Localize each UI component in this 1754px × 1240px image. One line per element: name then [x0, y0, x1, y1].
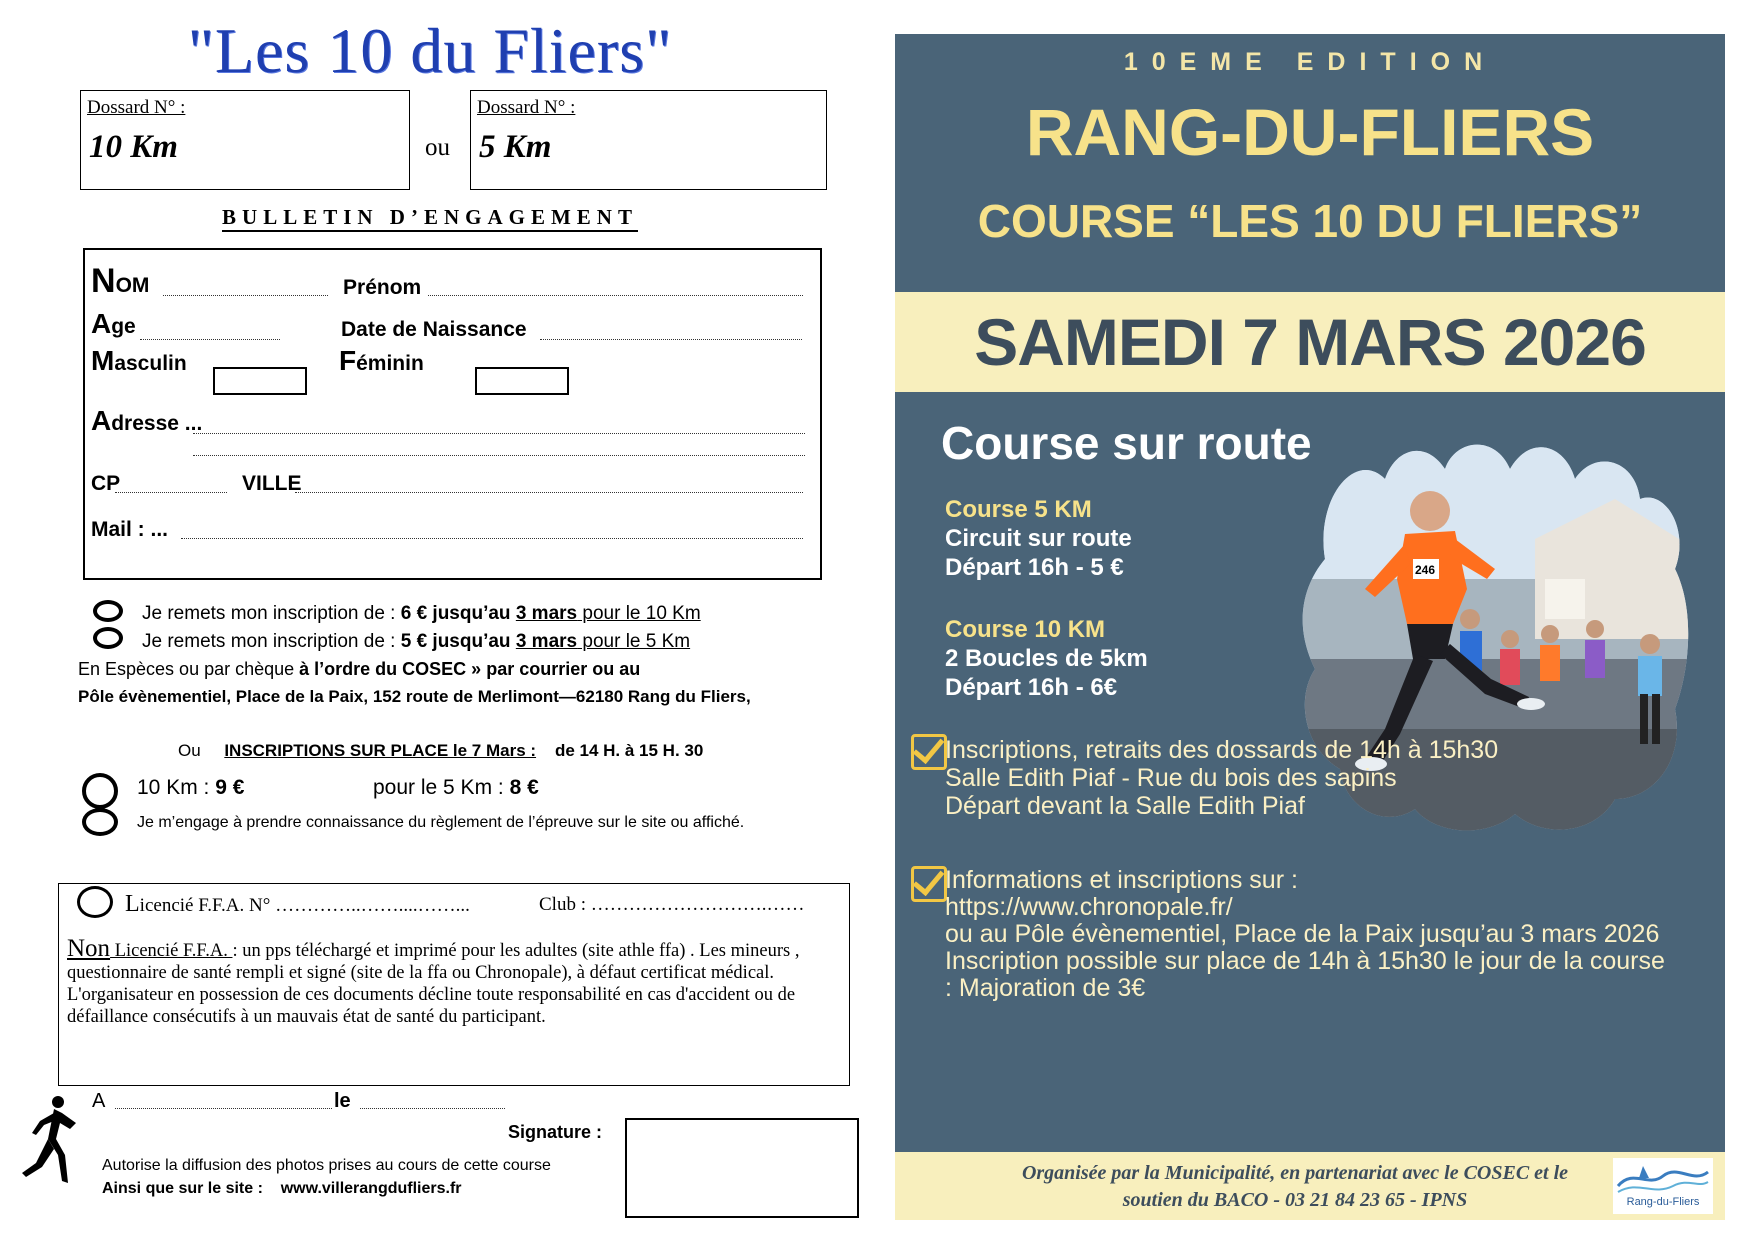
info1-line3: Départ devant la Salle Edith Piaf — [945, 792, 1305, 820]
city-logo-text: Rang-du-Fliers — [1626, 1196, 1700, 1208]
licencie-line — [125, 891, 470, 918]
non-licencie-description: : un pps téléchargé et imprimé pour les adultes (site athle ffa) . Les mineurs , questionnaire de santé rempli et signé (site de la ffa ou Chronopale), à défaut certificat médical. L'organisateur en possession de ces documents décline toute responsabilité en cas d'accident ou de défaillance consécutifs à un mauvais état de santé du participant. — [67, 941, 800, 1027]
organizer-line1: Organisée par la Municipalité, en partenariat avec le COSEC et le — [1021, 1162, 1569, 1184]
mail-label: Mail : ... — [91, 518, 169, 541]
non-initial: Non — [67, 935, 111, 962]
bulletin-heading — [0, 205, 860, 230]
option-5km-post: pour le 5 Km — [577, 631, 691, 652]
ville-label: VILLE — [242, 472, 302, 495]
checkmark-icon — [911, 734, 947, 770]
adresse-field-2[interactable] — [193, 455, 805, 456]
bulletin-heading-text: BULLETIN D’ENGAGEMENT — [222, 205, 638, 232]
option-10km-text — [142, 603, 701, 625]
info1-line2: Salle Edith Piaf - Rue du bois des sapins — [945, 764, 1397, 792]
on-site-price-radio[interactable] — [82, 773, 118, 809]
city-logo — [1613, 1158, 1713, 1214]
payment-text — [78, 659, 640, 680]
non-licencie-text — [67, 935, 842, 1028]
mail-field[interactable] — [181, 538, 803, 539]
option-5km-pre: Je remets mon inscription de : — [142, 631, 401, 652]
option-10km-pre: Je remets mon inscription de : — [142, 603, 401, 624]
age-initial: A — [91, 308, 112, 339]
signature-label: Signature : — [508, 1122, 603, 1142]
course-5km-line2: Départ 16h - 5 € — [945, 554, 1124, 581]
payment-order: à l’ordre du COSEC » par courrier ou au — [299, 659, 641, 679]
place-label: A — [92, 1090, 106, 1112]
website-label: Ainsi que sur le site : — [102, 1180, 263, 1197]
prenom-rest: rénom — [357, 276, 422, 299]
event-title: "Les 10 du Fliers" — [187, 15, 673, 86]
info2-url[interactable]: https://www.chronopale.fr/ — [945, 893, 1233, 921]
nom-rest: OM — [115, 274, 150, 297]
licence-box — [58, 883, 850, 1086]
signature-box[interactable] — [625, 1118, 859, 1218]
course-subtitle: Course sur route — [941, 417, 1312, 469]
edition-label: 10EME EDITION — [1123, 48, 1497, 76]
reglement-radio[interactable] — [82, 808, 118, 836]
info2-line4: Inscription possible sur place de 14h à 15h30 le jour de la course — [945, 947, 1665, 975]
on-site-price-5km — [373, 776, 539, 800]
on-site-price-5km-label: pour le 5 Km : — [373, 776, 510, 799]
entry-form — [83, 248, 822, 580]
option-10km-mid: jusqu’au — [427, 603, 516, 624]
date-label: le — [334, 1090, 351, 1112]
prenom-field[interactable] — [428, 295, 803, 296]
date-band — [895, 292, 1725, 392]
course-10km-line1: 2 Boucles de 5km — [945, 645, 1148, 672]
website-line — [102, 1180, 462, 1198]
licencie-radio[interactable] — [77, 886, 113, 918]
option-10km-price: 6 € — [400, 603, 428, 624]
dossard-5km-box[interactable] — [470, 90, 827, 190]
option-10km-date: 3 mars — [515, 603, 578, 624]
race-name: COURSE “LES 10 DU FLIERS” — [977, 195, 1643, 247]
option-5km-date: 3 mars — [515, 631, 578, 652]
checkmark-icon — [911, 866, 947, 902]
licencie-initial: L — [125, 891, 140, 917]
masculin-rest: asculin — [114, 352, 187, 375]
course-10km-title: Course 10 KM — [945, 616, 1106, 643]
website-url[interactable]: www.villerangdufliers.fr — [280, 1180, 462, 1197]
option-5km-radio[interactable] — [93, 627, 123, 649]
on-site-price-10km-value: 9 € — [215, 776, 245, 799]
event-date: SAMEDI 7 MARS 2026 — [974, 305, 1646, 379]
info1-line1: Inscriptions, retraits des dossards de 14h à 15h30 — [945, 736, 1499, 764]
place-field[interactable] — [115, 1108, 332, 1109]
dossard-label: Dossard N° : — [477, 97, 576, 118]
licencie-number: icencié F.F.A. N° …………..……....……... — [139, 895, 470, 916]
dossard-distance-10km: 10 Km — [89, 129, 178, 165]
photo-consent-text: Autorise la diffusion des photos prises au cours de cette course — [102, 1157, 551, 1174]
prenom-initial: P — [343, 276, 358, 299]
wave-icon — [1613, 1158, 1713, 1198]
nom-initial: N — [91, 262, 116, 300]
on-site-text — [178, 741, 703, 761]
nom-field[interactable] — [163, 295, 328, 296]
adresse-initial: A — [91, 405, 112, 436]
masculin-label — [91, 345, 187, 377]
non-licencie-label: Licencié F.F.A. — [110, 941, 233, 961]
organizer-text — [985, 1160, 1605, 1214]
option-10km-post: pour le 10 Km — [577, 603, 701, 624]
feminin-label — [339, 345, 424, 377]
feminin-checkbox[interactable] — [475, 367, 569, 395]
club-field[interactable]: Club : ……………………….…… — [539, 894, 805, 915]
option-10km-radio[interactable] — [93, 600, 123, 622]
payment-address: Pôle évènementiel, Place de la Paix, 152 route de Merlimont—62180 Rang du Fliers, — [78, 687, 751, 706]
age-label — [91, 308, 136, 340]
date-naissance-field[interactable] — [540, 339, 802, 340]
info2-line1: Informations et inscriptions sur : — [945, 866, 1298, 894]
course-5km-line1: Circuit sur route — [945, 525, 1132, 552]
adresse-field-1[interactable] — [193, 433, 805, 434]
dossard-distance-5km: 5 Km — [479, 129, 552, 165]
runner-icon — [18, 1093, 82, 1193]
date-field[interactable] — [360, 1108, 505, 1109]
prenom-label — [343, 276, 421, 300]
option-5km-mid: jusqu’au — [427, 631, 516, 652]
dossard-10km-box[interactable] — [80, 90, 410, 190]
feminin-initial: F — [339, 345, 357, 376]
info2-line3: ou au Pôle évènementiel, Place de la Paix jusqu’au 3 mars 2026 — [945, 920, 1660, 948]
ville-field[interactable] — [295, 492, 803, 493]
age-rest: ge — [111, 315, 136, 338]
on-site-hours: de 14 H. à 15 H. 30 — [554, 741, 704, 760]
info2-line5: : Majoration de 3€ — [945, 974, 1146, 1002]
option-5km-price: 5 € — [400, 631, 428, 652]
cp-field[interactable] — [115, 492, 227, 493]
on-site-price-10km-label: 10 Km : — [137, 776, 216, 799]
event-poster — [895, 34, 1725, 1220]
feminin-rest: éminin — [356, 352, 424, 375]
organizer-line2: soutien du BACO - 03 21 84 23 65 - IPNS — [1122, 1189, 1468, 1211]
dossard-or-label: ou — [425, 134, 450, 161]
course-10km-line2: Départ 16h - 6€ — [945, 674, 1118, 701]
runner-bib-number: 246 — [1414, 563, 1436, 577]
masculin-initial: M — [91, 345, 115, 376]
option-5km-text — [142, 631, 690, 653]
date-naissance-label: Date de Naissance — [341, 318, 527, 341]
reglement-text: Je m’engage à prendre connaissance du règlement de l’épreuve sur le site ou affiché. — [137, 814, 745, 831]
nom-label — [91, 262, 149, 301]
organizer-band — [895, 1152, 1725, 1220]
city-title: RANG-DU-FLIERS — [1025, 95, 1595, 169]
on-site-or: Ou — [178, 741, 201, 760]
adresse-label — [91, 405, 202, 437]
adresse-rest: dresse ... — [111, 412, 203, 435]
course-5km-title: Course 5 KM — [945, 496, 1092, 523]
masculin-checkbox[interactable] — [213, 367, 307, 395]
cp-label: CP — [91, 472, 121, 495]
age-field[interactable] — [140, 339, 280, 340]
on-site-price-10km — [137, 776, 244, 800]
on-site-price-5km-value: 8 € — [509, 776, 539, 799]
on-site-label: INSCRIPTIONS SUR PLACE le 7 Mars : — [224, 741, 537, 760]
dossard-label: Dossard N° : — [87, 97, 186, 118]
payment-methods: En Espèces ou par chèque — [78, 659, 300, 679]
